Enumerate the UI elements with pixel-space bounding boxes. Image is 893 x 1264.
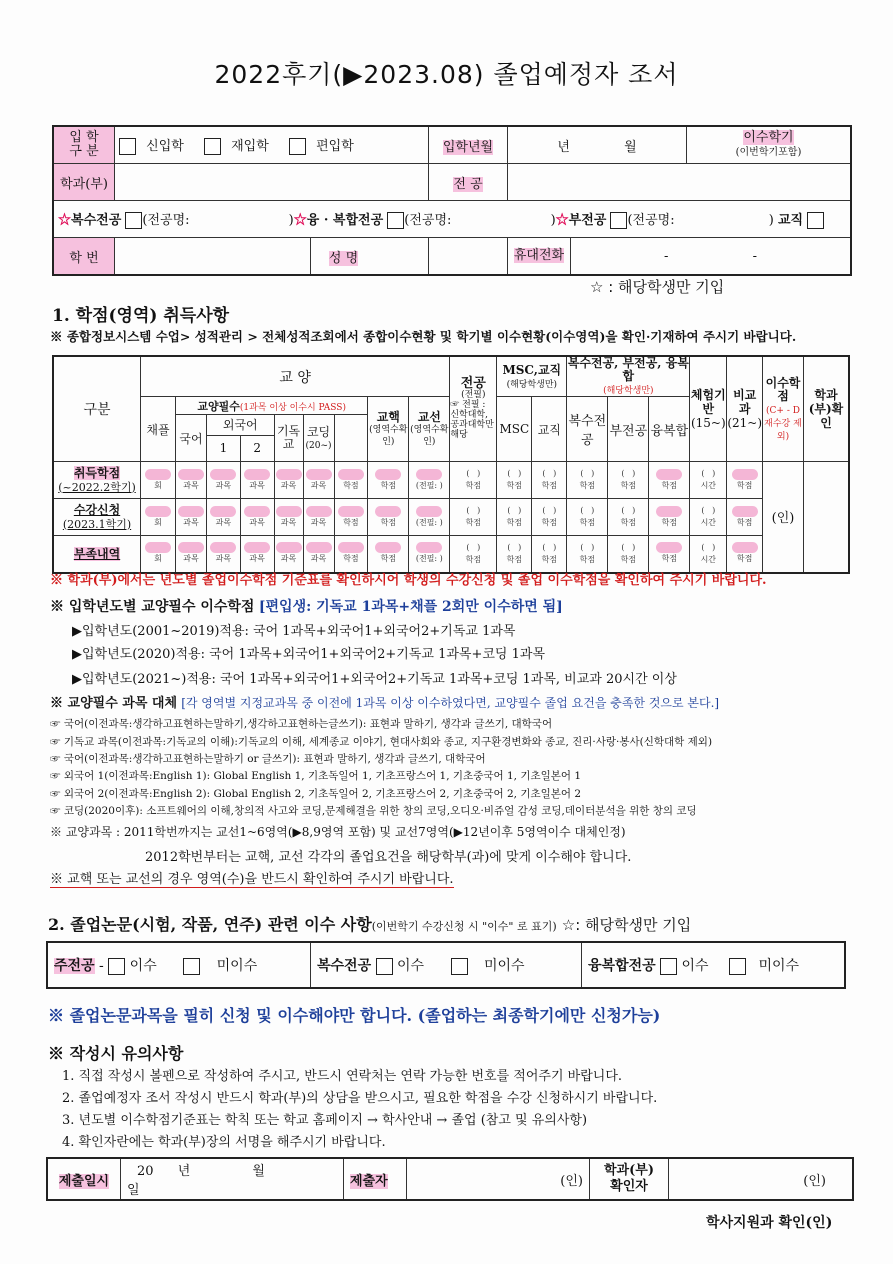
sub-line-1: ☞ 국어(이전과목:생각하고표현하는말하기,생각하고표현하는글쓰기): 표현과 말하기, 생각과 글쓰기, 대학국어	[50, 718, 553, 730]
cell-major[interactable]	[409, 462, 450, 499]
cell-core[interactable]	[334, 536, 368, 573]
unit: 과목	[215, 480, 232, 490]
cell-coding[interactable]	[303, 536, 334, 573]
exp-header-note: (15~)	[690, 416, 726, 430]
unit: 학점	[380, 480, 397, 490]
row-sub: (2023.1학기)	[62, 517, 132, 531]
main-notdone-label: 미이수	[216, 958, 258, 974]
notice-item-1: 1. 직접 작성시 볼펜으로 작성하여 주시고, 반드시 연락처는 연락 가능한 번호를 적어주기 바랍니다.	[62, 1069, 623, 1084]
cell-chapel[interactable]	[141, 536, 176, 573]
req-note: [편입생: 기독교 1과목+채플 2회만 이수하면 됨]	[258, 599, 563, 615]
required-note: (1과목 이상 이수시 PASS)	[239, 402, 346, 413]
major-label: 전 공	[453, 176, 483, 192]
option-transfer: 편입학	[316, 139, 354, 154]
unit: 학점	[465, 518, 482, 527]
credit-header: 이수학점	[765, 375, 801, 403]
convergence-major-name: (전공명:	[404, 213, 452, 228]
cell-christian[interactable]	[274, 462, 303, 499]
coding-note: (20~)	[305, 440, 332, 451]
minor-col: 부전공	[608, 397, 649, 462]
cell-korean[interactable]	[176, 499, 207, 536]
cell-nonsub[interactable]: ( ) 시간	[690, 536, 727, 573]
unit: 회	[154, 554, 162, 564]
new-admission-checkbox[interactable]	[119, 138, 136, 155]
conv-done-checkbox[interactable]	[660, 958, 677, 975]
foreign-col: 외국어	[207, 415, 274, 436]
general-header: 교 양	[141, 356, 450, 397]
footer-confirm: 학사지원과 확인(인)	[706, 1215, 833, 1231]
thesis-conv-label: 융복합전공	[588, 958, 656, 974]
admission-year-field[interactable]	[508, 126, 687, 164]
main-done-checkbox[interactable]	[108, 958, 125, 975]
unit: 학점	[736, 554, 753, 564]
phone-field[interactable]	[571, 249, 850, 264]
major-field[interactable]	[508, 164, 852, 201]
cell-minor[interactable]: ( ) 학점	[567, 536, 608, 573]
sub-line-3: ☞ 국어(이전과목:생각하고표현하는말하기 or 글쓰기): 표현과 말하기, 생각과 글쓰기, 대학국어	[50, 753, 486, 765]
confirmer-label: 학과(부) 확인자	[604, 1163, 654, 1194]
core-note: (영역수확인)	[369, 424, 408, 447]
cell-exp[interactable]	[649, 499, 690, 536]
unit: 학점	[736, 480, 753, 490]
unit: 과목	[249, 517, 265, 527]
re-admission-checkbox[interactable]	[204, 138, 221, 155]
section1-title: 1. 학점(영역) 취득사항	[52, 306, 230, 326]
core-header: 교핵	[376, 409, 400, 424]
cell-nonsub[interactable]: ( ) 시간	[690, 499, 727, 536]
thesis-table: 주전공 - 이수 미이수 복수전공 이수 미이수 융복합전공 이수 미이수	[46, 941, 846, 989]
unit: 시간	[700, 481, 717, 490]
cell-nonsub[interactable]: ( ) 시간	[690, 462, 727, 499]
double-col: 복수전공	[567, 397, 608, 462]
unit: 학점	[506, 518, 523, 527]
cell-teach[interactable]: ( ) 학점	[497, 462, 532, 499]
conv-done-label: 이수	[681, 958, 709, 974]
double-done-checkbox[interactable]	[376, 958, 393, 975]
seal-cell[interactable]: (인)	[763, 462, 804, 573]
foreign-2: 2	[253, 441, 261, 455]
cell-christian[interactable]	[274, 536, 303, 573]
year-unit: 년	[557, 139, 570, 155]
row-label: 수강신청	[73, 502, 121, 517]
submit-date-label: 제출일시	[58, 1173, 110, 1189]
cell-foreign2[interactable]	[240, 499, 274, 536]
cell-teach[interactable]: ( ) 학점	[497, 499, 532, 536]
major-header-note2: ☞ 전필 : 신학대학, 공과대학만 해당	[450, 399, 494, 440]
unit: 학점	[541, 518, 558, 527]
section1-instruction: ※ 종합정보시스템 수업> 성적관리 > 전체성적조회에서 종합이수현황 및 학기별 이수현황(이수영역)을 확인·기재하여 주시기 바랍니다.	[50, 329, 797, 344]
cell-credit[interactable]	[727, 462, 763, 499]
notice-item-2: 2. 졸업예정자 조서 작성시 반드시 학과(부)의 상담을 받으시고, 필요한 학점을 수강 신청하시기 바랍니다.	[62, 1091, 658, 1106]
minor-checkbox[interactable]	[610, 212, 627, 229]
admission-type-label: 입 학 구 분	[69, 130, 99, 159]
cell-elective[interactable]	[368, 462, 409, 499]
required-header: 교양필수	[197, 399, 240, 413]
cell-double[interactable]: ( ) 학점	[532, 499, 567, 536]
phone-label: 휴대전화	[513, 248, 565, 263]
submitter-field[interactable]	[407, 1158, 590, 1200]
unit: 학점	[343, 517, 359, 527]
conv-notdone-checkbox[interactable]	[729, 958, 746, 975]
main-done-label: 이수	[129, 958, 157, 974]
conv-col: 융복합	[649, 397, 690, 462]
unit: 회	[154, 480, 162, 490]
double-major-label: 복수전공	[71, 213, 122, 228]
student-no-field[interactable]	[115, 238, 429, 276]
section3-title: ※ 작성시 유의사항	[48, 1044, 184, 1063]
cell-msc[interactable]: ( ) 학점	[450, 499, 497, 536]
handwritten-note: ☆ : 해당학생만 기입	[590, 278, 725, 296]
unit: 과목	[280, 554, 297, 564]
unit: 학점	[465, 481, 482, 490]
teach-col: 교직	[532, 397, 567, 462]
cell-double[interactable]: ( ) 학점	[532, 462, 567, 499]
unit: 과목	[280, 480, 297, 490]
cell-msc[interactable]: ( ) 학점	[450, 462, 497, 499]
coding-col: 코딩	[306, 424, 331, 439]
unit: 학점	[541, 554, 558, 564]
cell-chapel[interactable]	[141, 462, 176, 499]
unit: 과목	[215, 517, 232, 527]
multi-header: 복수전공, 부전공, 융복합	[567, 356, 689, 383]
unit: 학점	[541, 481, 558, 490]
credit-header-note: (C+ - D 재수강 제외)	[764, 405, 802, 442]
thesis-double-label: 복수전공	[317, 958, 372, 974]
notice-item-3: 3. 년도별 이수학점기준표는 학칙 또는 학교 홈페이지 → 학사안내 → 졸업 (참고 및 유의사항)	[62, 1113, 588, 1128]
semesters-note: (이번학기포함)	[735, 146, 802, 158]
submit-date-field[interactable]	[121, 1158, 344, 1200]
cell-exp[interactable]	[649, 536, 690, 573]
convergence-major-label: 융 · 복합전공	[306, 213, 384, 228]
unit: 학점	[343, 480, 359, 490]
unit: 학점	[661, 480, 678, 490]
unit: 학점	[620, 554, 637, 564]
cell-korean[interactable]	[176, 536, 207, 573]
page-title: 2022후기(▶2023.08) 졸업예정자 조서	[214, 60, 679, 89]
cell-elective[interactable]	[368, 536, 409, 573]
core-line-2: 2012학번부터는 교핵, 교선 각각의 졸업요건을 해당학부(과)에 맞게 이수해야 합니다.	[145, 850, 632, 865]
unit: 학점	[661, 554, 678, 564]
elective-header: 교선	[417, 409, 441, 424]
unit: 과목	[183, 554, 199, 564]
cell-coding[interactable]	[303, 499, 334, 536]
main-notdone-checkbox[interactable]	[183, 958, 200, 975]
confirmer-field[interactable]	[669, 1158, 854, 1200]
double-notdone-label: 미이수	[483, 958, 525, 974]
cell-credit[interactable]	[727, 499, 763, 536]
unit: 과목	[280, 517, 297, 527]
unit: 과목	[183, 517, 199, 527]
month-unit: 월	[624, 139, 637, 155]
double-major-name: (전공명:	[142, 213, 190, 228]
elective-note: (영역수확인)	[410, 424, 449, 447]
transfer-admission-checkbox[interactable]	[289, 138, 306, 155]
multi-header-note: (해당학생만)	[603, 386, 654, 396]
submission-table	[46, 1157, 854, 1201]
cell-double[interactable]: ( ) 학점	[532, 536, 567, 573]
major-header-note: (전필)	[461, 389, 486, 400]
table-row	[53, 536, 849, 573]
req-line-3: ▶입학년도(2021~)적용: 국어 1과목+외국어1+외국어2+기독교 1과목+코딩 1과목, 비교과 20시간 이상	[72, 672, 677, 687]
cell-conv[interactable]: ( ) 학점	[608, 462, 649, 499]
table-row	[53, 499, 849, 536]
year-prefix: 20	[137, 1164, 154, 1179]
core-line-3: ※ 교핵 또는 교선의 경우 영역(수)을 반드시 확인하여 주시기 바랍니다.	[50, 868, 454, 888]
cell-minor[interactable]: ( ) 학점	[567, 499, 608, 536]
cell-foreign2[interactable]	[240, 536, 274, 573]
msc-col: MSC	[497, 397, 532, 462]
minor-label: 부전공	[568, 213, 607, 228]
sub-title: ※ 교양필수 과목 대체	[50, 696, 178, 711]
msc-header: MSC,교직	[502, 362, 562, 377]
unit: 학점	[343, 554, 359, 564]
cell-foreign1[interactable]	[207, 536, 241, 573]
unit: 학점	[380, 554, 397, 564]
dept-field[interactable]	[115, 164, 429, 201]
month-label: 월	[252, 1164, 265, 1179]
student-no-label: 학 번	[69, 250, 99, 266]
christian-col: 기독교	[274, 415, 303, 462]
convergence-major-checkbox[interactable]	[387, 212, 404, 229]
major-header: 전공	[460, 375, 486, 391]
student-info-table: 입 학 구 분 신입학 재입학 편입학 입학년월 년 월 이수학기 (이번학기포함) 학과(부) 전 공 ☆복수전공 (전공명: )☆융 · 복합전공 (전공명: )☆부전공 (전공명: ) 교직 학 번 성 명 휴대전화 - -	[52, 125, 852, 276]
unit: 과목	[310, 480, 327, 490]
req-title: ※ 입학년도별 교양필수 이수학점	[50, 599, 255, 615]
unit: 학점	[661, 517, 678, 527]
phone-sep-2: -	[752, 248, 757, 264]
option-new: 신입학	[146, 139, 184, 154]
option-re: 재입학	[231, 139, 269, 154]
cell-msc[interactable]: ( ) 학점	[450, 536, 497, 573]
name-field[interactable]	[429, 238, 508, 276]
phone-sep-1: -	[664, 248, 669, 264]
sub-note: [각 영역별 지정교과목 중 이전에 1과목 이상 이수하였다면, 교양필수 졸업 요건을 충족한 것으로 본다.]	[181, 696, 720, 710]
cell-core[interactable]	[334, 499, 368, 536]
teaching-label: 교직	[777, 213, 804, 228]
cell-chapel[interactable]	[141, 499, 176, 536]
cell-christian[interactable]	[274, 499, 303, 536]
row-label: 취득학점	[73, 465, 121, 480]
cell-coding[interactable]	[303, 462, 334, 499]
semesters-label: 이수학기	[743, 129, 794, 145]
exp-header: 체험기반	[690, 388, 726, 416]
cell-conv[interactable]: ( ) 학점	[608, 499, 649, 536]
confirmer-seal: (인)	[803, 1173, 826, 1189]
nonsub-header: 비교과	[733, 388, 757, 416]
notice-item-4: 4. 확인자란에는 학과(부)장의 서명을 해주시기 바랍니다.	[62, 1135, 386, 1150]
unit: 과목	[215, 554, 232, 564]
unit: 학점	[506, 481, 523, 490]
sub-line-5: ☞ 외국어 2(이전과목:English 2): Global English 2, 기초독일어 2, 기초프랑스어 2, 기초중국어 2, 기초일본어 2	[50, 788, 582, 800]
unit: 학점	[620, 518, 637, 527]
row-sub: (~2022.2학기)	[58, 480, 136, 494]
cell-foreign1[interactable]	[207, 462, 241, 499]
unit: 과목	[249, 554, 265, 564]
korean-col: 국어	[176, 415, 207, 462]
section2-note: ☆: 해당학생만 기입	[561, 916, 692, 934]
year-label: 년	[177, 1164, 191, 1179]
foreign-1: 1	[207, 436, 241, 461]
credit-table	[52, 355, 850, 574]
thesis-main-label: 주전공	[54, 958, 95, 974]
submitter-seal: (인)	[560, 1173, 583, 1189]
name-label: 성 명	[328, 250, 359, 266]
req-line-2: ▶입학년도(2020)적용: 국어 1과목+외국어1+외국어2+기독교 1과목+코딩 1과목	[72, 647, 546, 662]
cell-teach[interactable]: ( ) 학점	[497, 536, 532, 573]
conv-notdone-label: 미이수	[758, 958, 800, 974]
cell-exp[interactable]	[649, 462, 690, 499]
double-notdone-checkbox[interactable]	[451, 958, 468, 975]
col-label: 구분	[53, 356, 141, 462]
unit: 과목	[310, 517, 327, 527]
cell-foreign2[interactable]	[240, 462, 274, 499]
section2-title: 2. 졸업논문(시험, 작품, 연주) 관련 이수 사항	[48, 915, 372, 934]
thesis-notice: ※ 졸업논문과목을 필히 신청 및 이수해야만 합니다. (졸업하는 최종학기에만 신청가능)	[48, 1006, 661, 1025]
cell-conv[interactable]: ( ) 학점	[608, 536, 649, 573]
warning-text: ※ 학과(부)에서는 년도별 졸업이수학점 기준표를 확인하시어 학생의 수강신청 및 졸업 이수학점을 확인하여 주시기 바랍니다.	[50, 573, 767, 588]
unit: 학점	[736, 517, 753, 527]
nonsub-header-note: (21~)	[727, 416, 762, 430]
section2-title-note: (이번학기 수강신청 시 "이수" 로 표기)	[371, 920, 557, 933]
unit: 시간	[700, 554, 717, 564]
dept-label: 학과(부)	[60, 176, 108, 192]
double-major-checkbox[interactable]	[125, 212, 142, 229]
unit: 과목	[310, 554, 327, 564]
cell-minor[interactable]: ( ) 학점	[567, 462, 608, 499]
unit: 학점	[465, 554, 482, 564]
double-done-label: 이수	[397, 958, 425, 974]
submitter-label: 제출자	[350, 1173, 388, 1189]
cell-elective[interactable]	[368, 499, 409, 536]
minor-name: (전공명:	[627, 213, 675, 228]
sub-line-2: ☞ 기독교 과목(이전과목:기독교의 이해):기독교의 이해, 세계종교 이야기, 현대사회와 종교, 지구환경변화와 종교, 진리·사랑·봉사(신학대학 제외)	[50, 736, 713, 748]
unit: (전필: )	[415, 554, 443, 564]
unit: 과목	[183, 480, 199, 490]
unit: (전필: )	[415, 480, 443, 490]
core-line-1: ※ 교양과목 : 2011학번까지는 교선1~6영역(▶8,9영역 포함) 및 교선7영역(▶12년이후 5영역이수 대체인정)	[50, 825, 626, 839]
teaching-checkbox[interactable]	[807, 212, 824, 229]
unit: 시간	[700, 518, 717, 527]
cell-major[interactable]	[409, 536, 450, 573]
unit: 학점	[579, 481, 596, 490]
cell-korean[interactable]	[176, 462, 207, 499]
cell-foreign1[interactable]	[207, 499, 241, 536]
sub-line-4: ☞ 외국어 1(이전과목:English 1): Global English 1, 기초독일어 1, 기초프랑스어 1, 기초중국어 1, 기초일본어 1	[50, 770, 582, 782]
unit: 학점	[579, 554, 596, 564]
table-row	[53, 462, 849, 499]
unit: 학점	[579, 518, 596, 527]
unit: 학점	[380, 517, 397, 527]
unit: 과목	[249, 480, 265, 490]
msc-header-note: (해당학생만)	[506, 379, 558, 390]
confirm-header: 학과(부)확인	[808, 388, 844, 430]
unit: 학점	[506, 554, 523, 564]
row-label: 부족내역	[73, 547, 121, 562]
cell-core[interactable]	[334, 462, 368, 499]
unit: 학점	[620, 481, 637, 490]
req-line-1: ▶입학년도(2001~2019)적용: 국어 1과목+외국어1+외국어2+기독교 1과목	[72, 624, 516, 639]
chapel-header: 채플	[141, 397, 176, 462]
cell-major[interactable]	[409, 499, 450, 536]
day-label: 일	[127, 1183, 140, 1198]
cell-credit[interactable]	[727, 536, 763, 573]
admission-year-label: 입학년월	[442, 139, 494, 155]
sub-line-6: ☞ 코딩(2020이후): 소프트웨어의 이해,창의적 사고와 코딩,문제해결을 위한 창의 코딩,오디오·비쥬얼 감성 코딩,데이터분석을 위한 창의 코딩	[50, 805, 697, 817]
unit: (전필: )	[415, 517, 443, 527]
unit: 회	[154, 517, 162, 527]
